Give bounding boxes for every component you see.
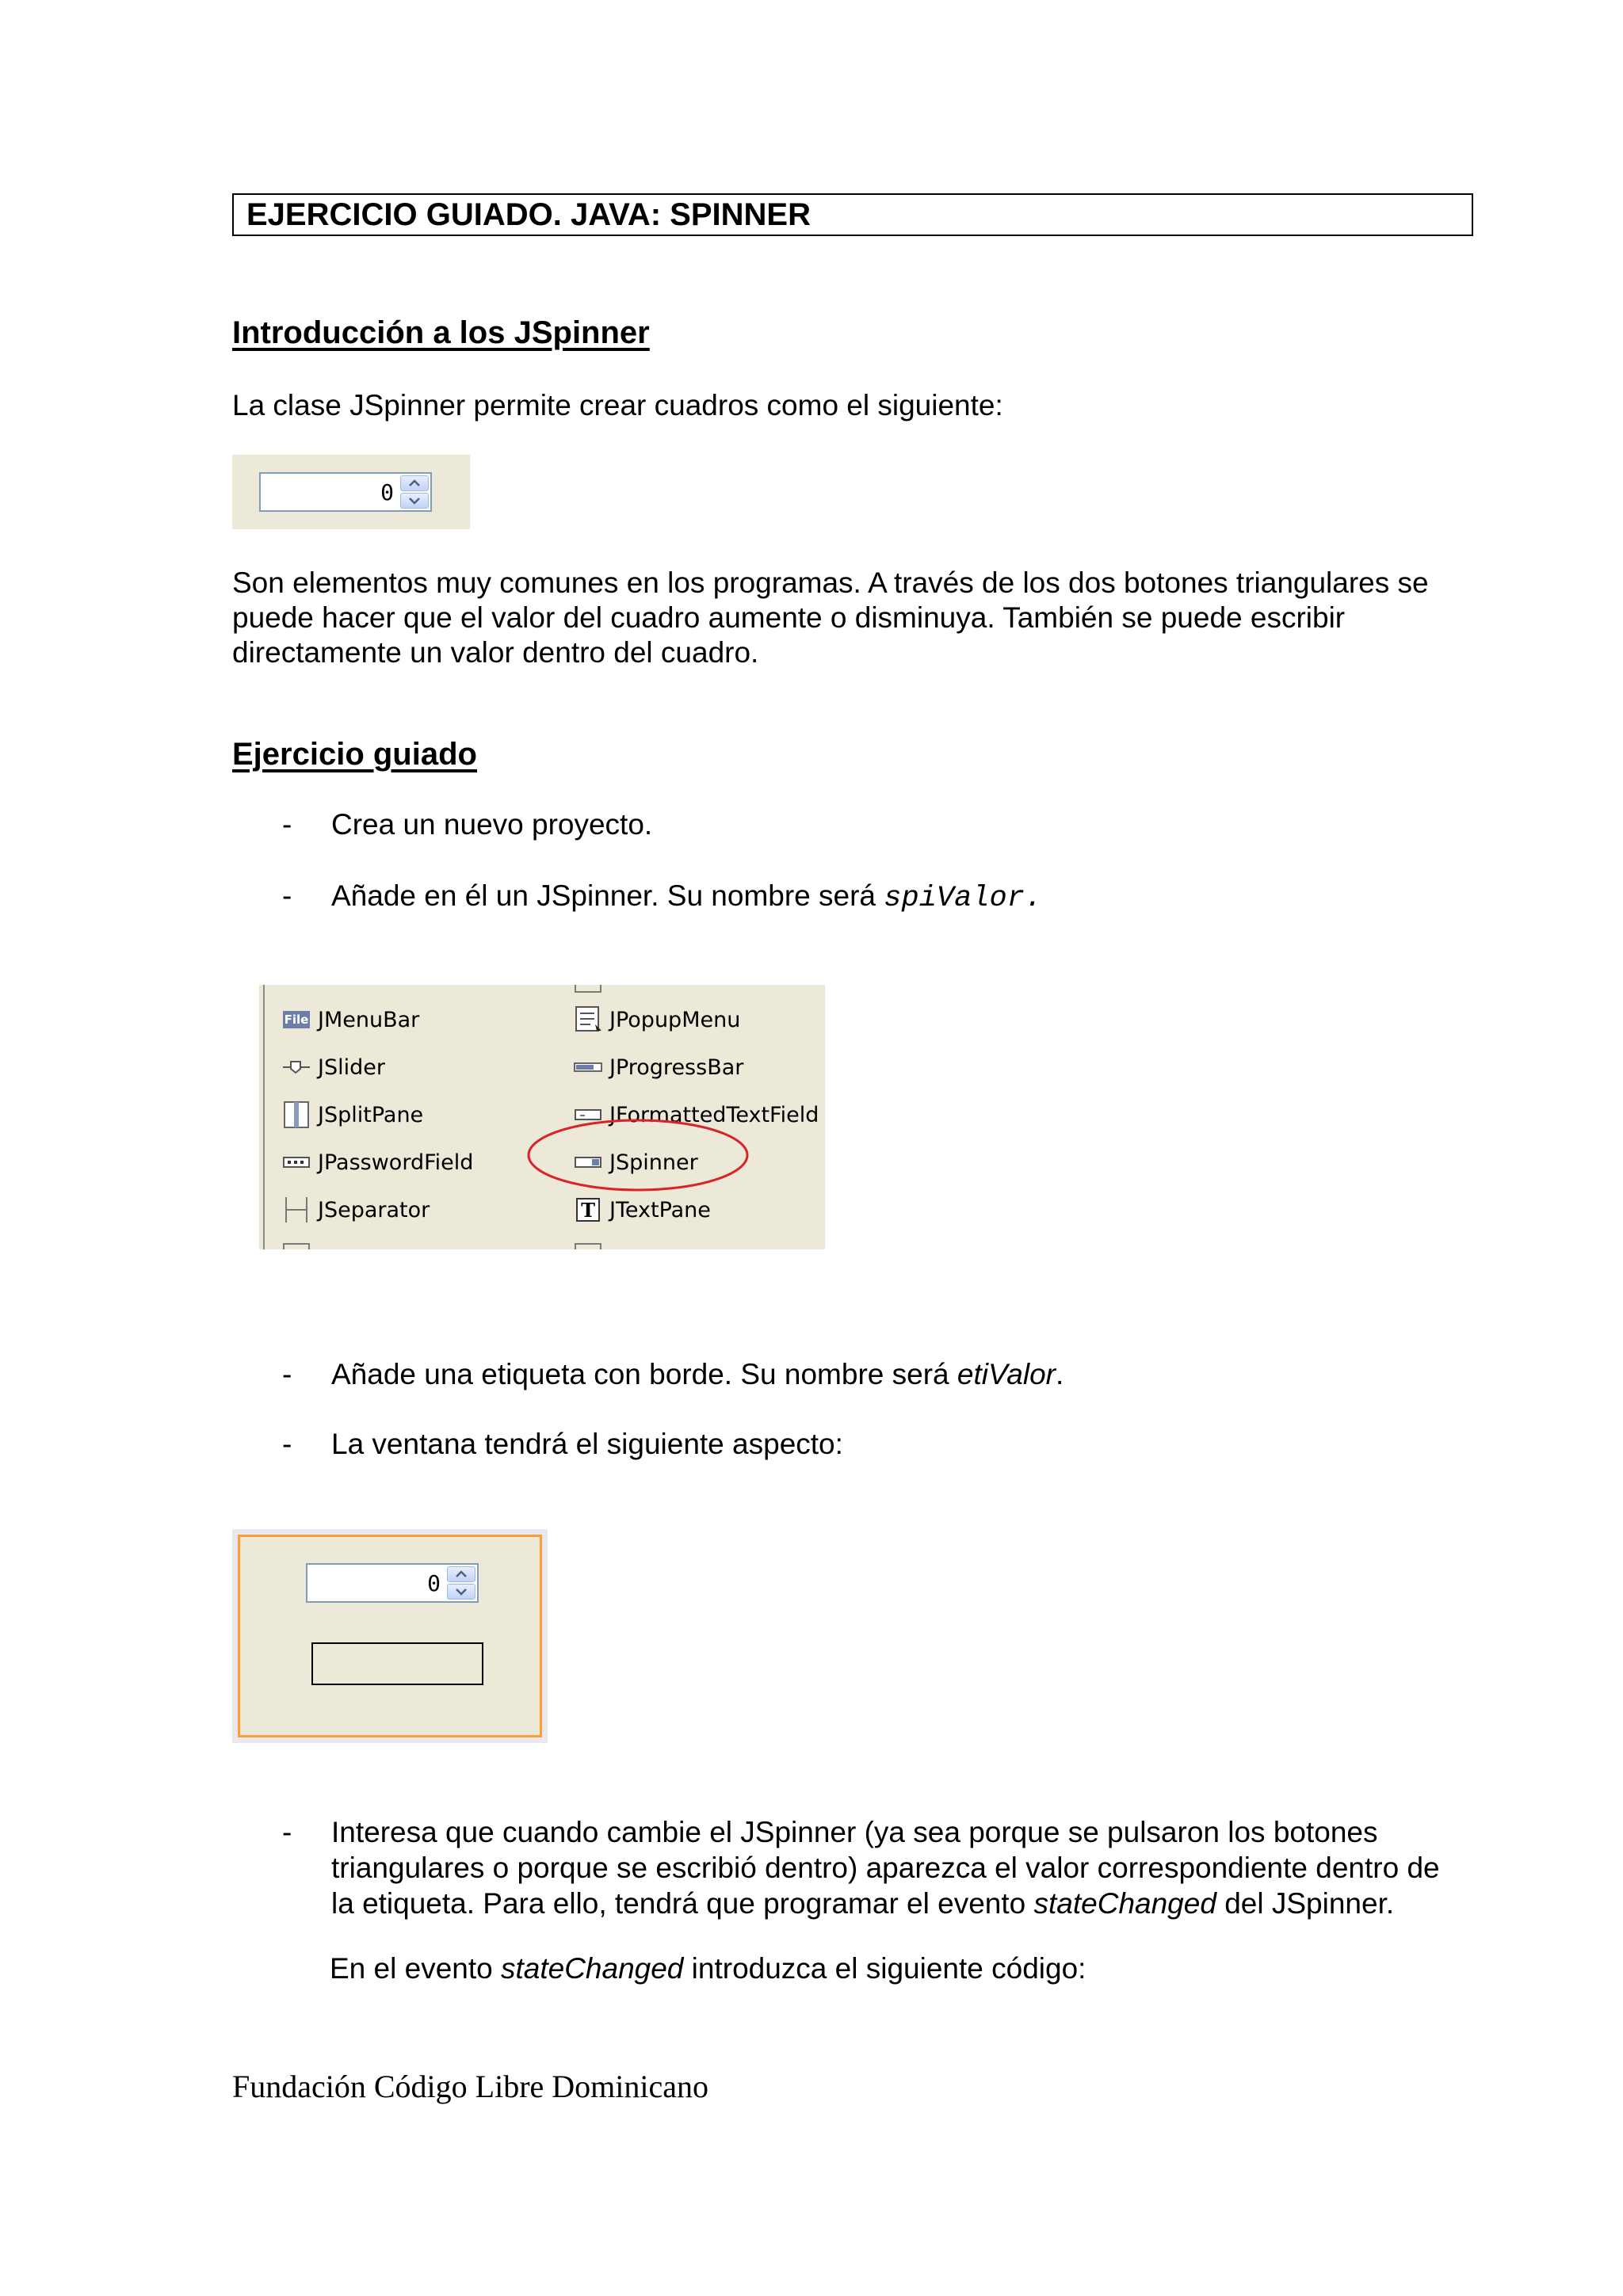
palette-label: JSpinner — [609, 1150, 698, 1175]
step-text: introduzca el siguiente código: — [683, 1952, 1086, 1985]
palette-item-jpasswordfield[interactable] — [281, 1146, 473, 1178]
spinner-value: 0 — [380, 479, 394, 505]
textpane-icon — [573, 1196, 603, 1223]
palette-item-jseparator[interactable] — [281, 1194, 430, 1226]
step-create-project — [282, 807, 653, 842]
palette-item-jslider[interactable] — [281, 1051, 385, 1083]
palette-item-jmenubar[interactable] — [281, 1004, 419, 1035]
spinner-value: 0 — [427, 1569, 441, 1596]
slider-icon — [281, 1054, 311, 1081]
description-line: puede hacer que el valor del cuadro aumente o disminuya. También se puede escribir — [232, 601, 1346, 634]
palette-label: JSeparator — [318, 1197, 430, 1222]
palette-item-jsplitpane[interactable] — [281, 1099, 423, 1131]
step-text: Interesa que cuando cambie el JSpinner (ya sea porque se pulsaron los botones — [331, 1816, 1378, 1848]
menubar-icon — [281, 1006, 311, 1033]
code-etivalor: etiValor — [957, 1358, 1056, 1390]
palette-label: JProgressBar — [609, 1055, 744, 1080]
spinner-up-button[interactable] — [447, 1566, 475, 1582]
palette-label: JTextPane — [609, 1197, 711, 1222]
bullet-dash: - — [282, 808, 292, 841]
highlight-ellipse — [525, 1116, 751, 1195]
clipped-icon — [575, 1243, 601, 1249]
code-instruction — [330, 1951, 1086, 1986]
step-add-label — [282, 1356, 1064, 1392]
step-text: Añade en él un JSpinner. Su nombre será — [331, 879, 884, 912]
step-add-spinner — [282, 878, 1043, 917]
clipped-icon — [283, 1243, 310, 1249]
description-paragraph — [232, 566, 1484, 670]
menubar-icon-text: File — [284, 1013, 309, 1027]
separator-icon — [281, 1196, 311, 1223]
bullet-dash: - — [282, 1428, 292, 1460]
palette-edge — [263, 985, 265, 1249]
page-footer: Fundación Código Libre Dominicano — [232, 2069, 709, 2104]
bullet-dash: - — [282, 879, 292, 912]
spinner-up-button[interactable] — [400, 475, 429, 491]
step-text: . — [1055, 1358, 1064, 1390]
intro-paragraph: La clase JSpinner permite crear cuadros como el siguiente: — [232, 389, 1003, 421]
bullet-dash: - — [282, 1816, 292, 1848]
textpane-icon-text: T — [576, 1198, 600, 1222]
palette-label: JSlider — [318, 1055, 385, 1080]
splitpane-icon — [281, 1101, 311, 1128]
progressbar-icon — [573, 1054, 603, 1081]
step-window-look — [282, 1426, 843, 1462]
palette-label: JMenuBar — [318, 1007, 420, 1032]
step-text: triangulares o porque se escribió dentro) aparezca el valor correspondiente dentro de — [331, 1852, 1440, 1884]
step-text — [331, 1886, 1488, 1921]
step-text: del JSpinner. — [1216, 1887, 1395, 1920]
spinner-example-panel — [232, 455, 470, 529]
chevron-down-icon — [455, 1588, 468, 1596]
window-spinner[interactable] — [306, 1563, 479, 1603]
palette-label: JPopupMenu — [609, 1007, 741, 1032]
step-text: Añade una etiqueta con borde. Su nombre será — [331, 1358, 957, 1390]
palette-item-jtextpane[interactable] — [573, 1194, 711, 1226]
step-state-changed — [282, 1814, 1488, 1921]
chevron-down-icon — [408, 497, 421, 505]
chevron-up-icon — [408, 479, 421, 487]
section-heading-intro: Introducción a los JSpinner — [232, 315, 650, 350]
palette-label: JPasswordField — [318, 1150, 474, 1175]
spinner-down-button[interactable] — [447, 1584, 475, 1600]
popupmenu-icon — [573, 1006, 603, 1033]
bullet-dash: - — [282, 1358, 292, 1390]
palette-item-jprogressbar[interactable] — [573, 1051, 743, 1083]
description-line: Son elementos muy comunes en los programas. A través de los dos botones triangulares se — [232, 566, 1429, 599]
step-text: En el evento — [330, 1952, 501, 1985]
palette-label: JFormattedTextField — [609, 1102, 819, 1127]
palette-label: JSplitPane — [318, 1102, 424, 1127]
chevron-up-icon — [455, 1570, 468, 1578]
spinner-down-button[interactable] — [400, 493, 429, 509]
event-name: stateChanged — [1033, 1887, 1216, 1920]
component-palette — [259, 985, 825, 1249]
window-preview — [232, 1529, 548, 1743]
step-text: La ventana tendrá el siguiente aspecto: — [331, 1428, 843, 1460]
description-line: directamente un valor dentro del cuadro. — [232, 636, 759, 669]
passwordfield-icon — [281, 1149, 311, 1176]
palette-item-jpopupmenu[interactable] — [573, 1004, 740, 1035]
code-spivalor: spiValor. — [884, 882, 1043, 915]
bordered-label — [311, 1642, 483, 1685]
window-form — [238, 1535, 542, 1737]
spinner-example[interactable] — [259, 472, 432, 512]
event-name: stateChanged — [500, 1952, 684, 1985]
step-text: Crea un nuevo proyecto. — [331, 808, 653, 841]
section-heading-exercise: Ejercicio guiado — [232, 737, 477, 772]
step-text: la etiqueta. Para ello, tendrá que programar el evento — [331, 1887, 1034, 1920]
document-title: EJERCICIO GUIADO. JAVA: SPINNER — [232, 193, 1473, 236]
clipped-icon — [575, 985, 601, 993]
